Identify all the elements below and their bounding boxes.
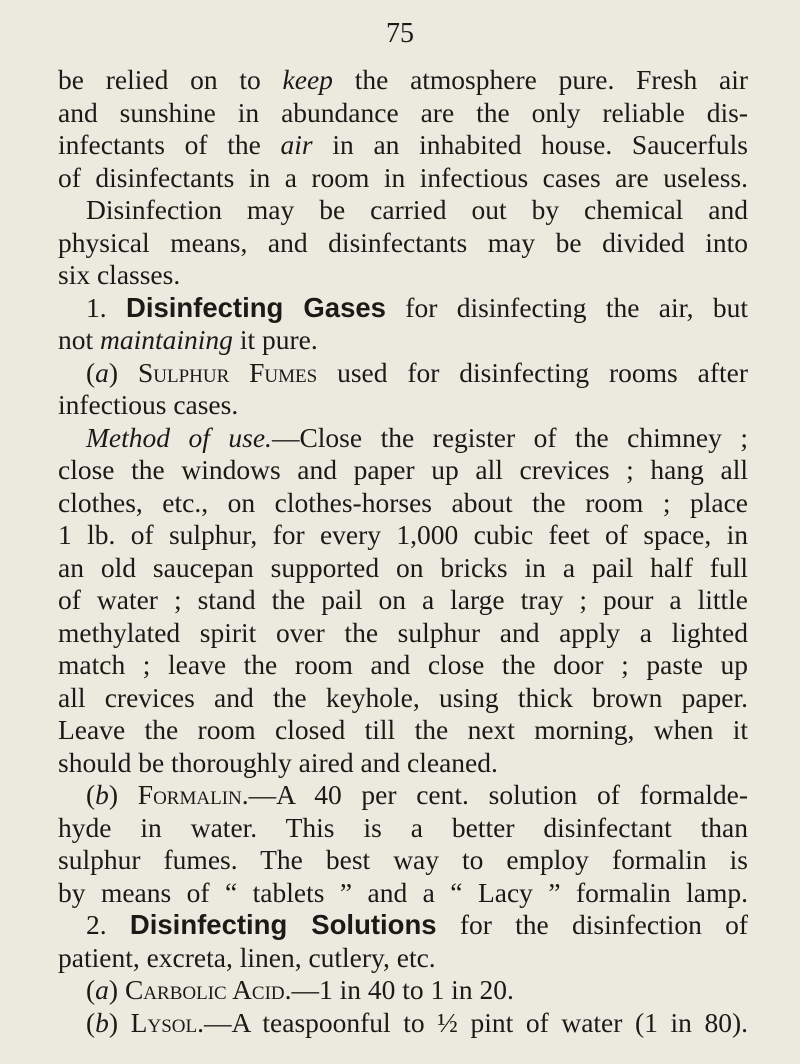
text-line xyxy=(58,974,748,1007)
text-line xyxy=(58,747,748,780)
text-segment: Disinfection may be carried out by chemical and xyxy=(86,194,748,225)
text-segment: match ; leave the room and close the door ; paste up xyxy=(58,649,748,680)
text-segment: 1. xyxy=(86,291,126,323)
text-line xyxy=(58,682,748,715)
text-segment: ( xyxy=(86,779,96,810)
text-line xyxy=(58,779,748,812)
text-segment: maintaining xyxy=(100,324,233,355)
text-line xyxy=(58,487,748,520)
text-segment: it pure. xyxy=(232,324,318,355)
text-segment: ( xyxy=(86,356,96,388)
text-segment: patient, excreta, linen, cutlery, etc. xyxy=(58,941,436,973)
text-segment: and sunshine in abundance are the only reliable dis- xyxy=(58,96,748,128)
text-line xyxy=(58,64,748,97)
text-line xyxy=(58,617,748,650)
text-segment: ( xyxy=(86,974,96,1005)
text-segment: keep xyxy=(282,64,333,95)
text-segment: ) xyxy=(108,779,138,810)
text-segment: infectants of the xyxy=(58,129,281,160)
text-segment: Formalin. xyxy=(137,779,249,810)
text-line xyxy=(58,422,748,455)
text-line xyxy=(58,812,748,845)
text-line xyxy=(58,389,748,422)
text-segment: a xyxy=(95,356,109,388)
text-segment: b xyxy=(95,779,109,810)
text-line xyxy=(58,129,748,162)
text-line xyxy=(58,844,748,877)
text-segment: the atmosphere pure. Fresh air xyxy=(332,64,748,95)
text-segment: infectious cases. xyxy=(58,389,239,420)
text-segment: 2. xyxy=(86,909,130,940)
text-segment: Lysol. xyxy=(130,1006,204,1038)
text-segment: Sulphur Fumes xyxy=(137,356,318,388)
text-segment: should be thoroughly aired and cleaned. xyxy=(58,746,498,778)
text-segment: by means of “ tablets ” and a “ Lacy ” formalin lamp. xyxy=(58,876,748,908)
text-segment: ) xyxy=(108,974,125,1005)
text-line xyxy=(58,97,748,130)
text-segment: ( xyxy=(86,1006,96,1038)
text-segment: of disinfectants in a room in infectious cases are useless. xyxy=(58,161,748,193)
body-text xyxy=(58,64,748,1039)
text-line xyxy=(58,649,748,682)
text-line xyxy=(58,519,748,552)
text-line xyxy=(58,714,748,747)
text-segment: Disinfecting Gases xyxy=(125,291,386,323)
text-line xyxy=(58,454,748,487)
text-segment: b xyxy=(95,1006,109,1038)
text-segment: all crevices and the keyhole, using thick brown paper. xyxy=(58,681,748,713)
text-segment: air xyxy=(280,129,313,160)
text-line xyxy=(58,877,748,910)
text-segment: close the windows and paper up all crevices ; hang all xyxy=(58,454,748,485)
text-line xyxy=(58,162,748,195)
text-segment: sulphur fumes. The best way to employ formalin is xyxy=(58,844,748,875)
text-segment: not xyxy=(58,324,101,355)
text-segment: methylated spirit over the sulphur and apply a lighted xyxy=(58,616,748,648)
text-segment: —1 in 40 to 1 in 20. xyxy=(291,974,514,1005)
text-segment: Carbolic Acid. xyxy=(124,974,292,1005)
page-number: 75 xyxy=(386,18,414,49)
text-segment: —A 40 per cent. solution of formalde- xyxy=(248,779,748,810)
text-segment: Disinfecting Solutions xyxy=(129,909,437,940)
text-segment: for the disinfection of xyxy=(436,909,749,940)
text-segment: a xyxy=(95,974,109,1005)
text-segment: Leave the room closed till the next morning, when it xyxy=(58,714,748,745)
text-line xyxy=(58,552,748,585)
text-segment: be relied on to xyxy=(58,64,283,95)
text-segment: hyde in water. This is a better disinfectant than xyxy=(58,811,748,843)
text-line xyxy=(58,324,748,357)
text-segment: an old saucepan supported on bricks in a pail half full xyxy=(58,551,748,583)
text-segment: used for disinfecting rooms after xyxy=(317,356,748,388)
text-segment: six classes. xyxy=(58,259,181,290)
text-line xyxy=(58,292,748,325)
text-line xyxy=(58,357,748,390)
text-segment: Method of use. xyxy=(86,421,272,453)
text-line xyxy=(58,227,748,260)
text-segment: in an inhabited house. Saucerfuls xyxy=(312,129,748,160)
text-line xyxy=(58,909,748,942)
text-segment: —Close the register of the chimney ; xyxy=(271,421,748,453)
text-segment: for disinfecting the air, but xyxy=(385,291,748,323)
text-segment: —A teaspoonful to ½ pint of water (1 in 80). xyxy=(203,1006,748,1038)
text-line xyxy=(58,942,748,975)
text-segment: of water ; stand the pail on a large tray ; pour a little xyxy=(58,584,748,615)
text-segment: ) xyxy=(108,356,138,388)
text-segment: ) xyxy=(108,1006,131,1038)
text-segment: clothes, etc., on clothes-horses about the room ; place xyxy=(58,486,748,518)
text-line xyxy=(58,194,748,227)
text-line xyxy=(58,584,748,617)
text-line xyxy=(58,1007,748,1040)
text-segment: physical means, and disinfectants may be divided into xyxy=(58,226,748,258)
text-segment: 1 lb. of sulphur, for every 1,000 cubic feet of space, in xyxy=(58,519,748,550)
text-line xyxy=(58,259,748,292)
